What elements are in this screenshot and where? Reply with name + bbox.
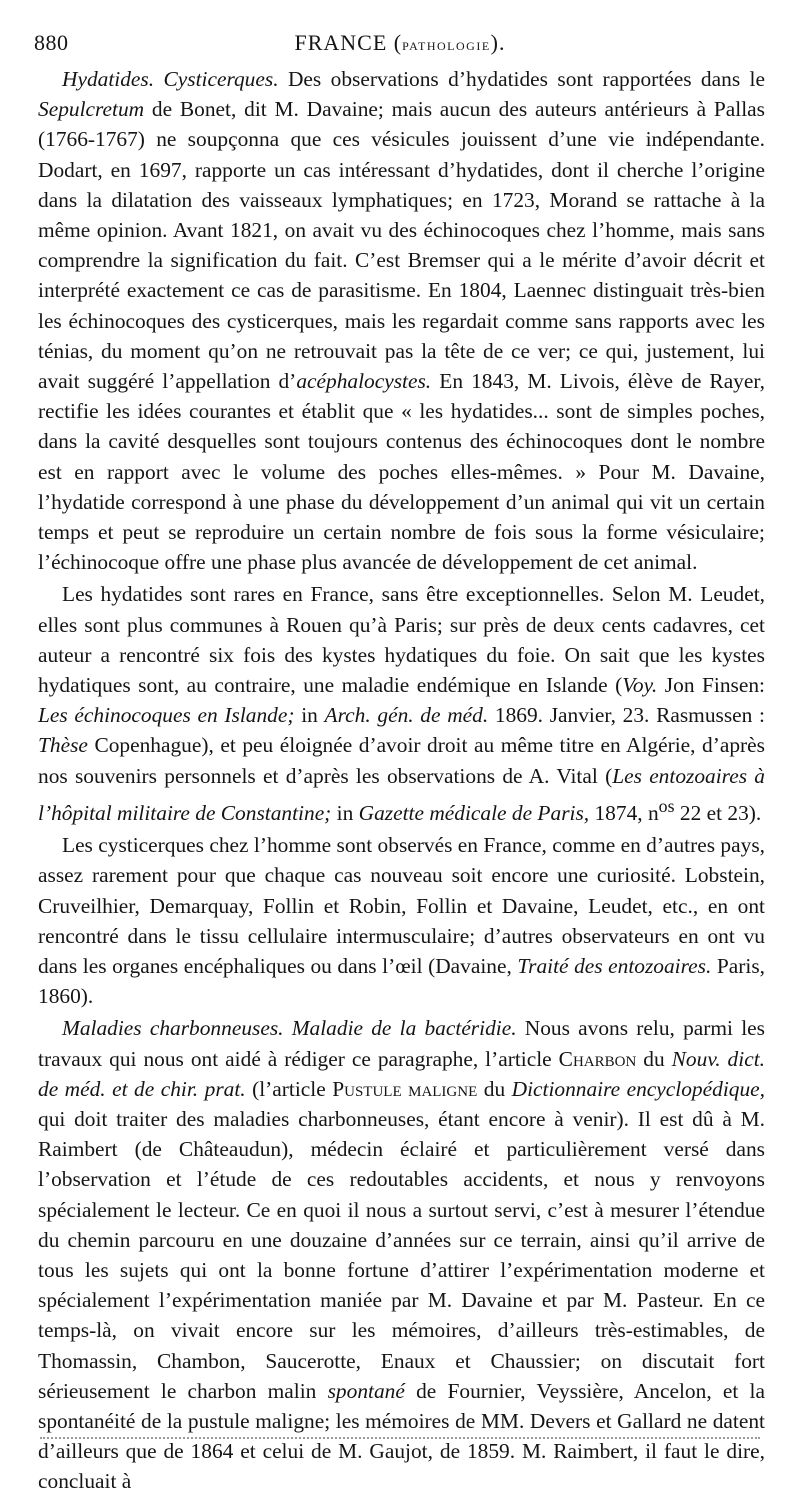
small-caps-term: Pustule maligne — [332, 1076, 478, 1101]
paragraph-text: de Bonet, dit M. Davaine; mais aucun des auteurs antérieurs à Pallas (1766-1767) ne soupçonna que ces vésicules jouissent d’une vie indépendante. Dodart, en 1697, rapporte un cas intéressant d’hydatides, dont il cherche l’origine dans la dilatation des vaisseaux lymphatiques; en 1723, Morand se rattache à la même opinion. Avant 1821, on avait vu des échinocoques chez l’homme, mais sans comprendre la signification du fait. C’est Bremser qui a le mérite d’avoir décrit et interprété exactement ce cas de parasitisme. En 1804, Laennec distinguait très-bien les échinocoques des cysticerques, mais les regardait comme sans rapports avec les ténias, du moment qu’on ne retrouvait pas la tête de ce ver; ce qui, justement, lui avait suggéré l’appellation d’ — [38, 97, 765, 394]
paragraph-text: Paris, 1860). — [38, 954, 766, 1009]
footer-rule — [40, 1437, 760, 1439]
paragraph-text: Les cysticerques chez l’homme sont observés en France, comme en d’autres pays, assez rarement pour que chaque cas nouveau soit encore une curiosité. Lobstein, Cruveilhier, Demarquay, Follin et Robin, Follin et Davaine, Leudet, etc., en ont rencontré dans le tissu cellulaire intermusculaire; d’autres observateurs en ont vu dans les organes encéphaliques ou dans l’œil (Davaine, — [38, 833, 765, 979]
small-caps-term: Charbon — [558, 1046, 637, 1071]
italic-title: Sepulcretum — [38, 97, 145, 122]
page-header — [34, 30, 766, 60]
paragraph-text: Jon Finsen: — [657, 673, 766, 698]
italic-title: Traité des entozoaires. — [517, 954, 712, 979]
paragraph-text: in — [331, 801, 359, 825]
italic-title: Gazette médicale de Paris, — [358, 801, 590, 825]
paragraph-text: Nous avons relu, parmi les travaux qui nous ont aidé à rédiger ce paragraphe, l’article — [38, 1016, 765, 1071]
paragraph-text: du — [636, 1046, 672, 1071]
italic-title: Les échinocoques en Islande; — [38, 703, 302, 728]
italic-term: Thèse — [38, 733, 88, 758]
paragraph-text: 22 et 23). — [674, 801, 762, 825]
paragraph-text: Les hydatides sont rares en France, sans être exceptionnelles. Selon M. Leudet, elles sont plus communes à Rouen qu’à Paris; sur près de deux cents cadavres, cet auteur a rencontré six fois des kystes hydatiques du foie. On sait que les kystes hydatiques sont, au contraire, une maladie endémique en Islande ( — [38, 582, 765, 698]
body-text — [38, 64, 765, 1497]
italic-title: Nouv. dict. de méd. et de chir. prat. — [38, 1046, 765, 1101]
paragraph-text: (l’article — [245, 1076, 333, 1101]
italic-term: acéphalocystes. — [296, 369, 432, 394]
paragraph-text: qui doit traiter des maladies charbonneuses, étant encore à venir). Il est dû à M. Raimbert (de Châteaudun), médecin éclairé et particulièrement versé dans l’observation et l’étude de ces redoutables accidents, et nous y renvoyons spécialement le lecteur. Ce en quoi il nous a surtout servi, c’est à mesurer l’étendue du chemin parcouru en une douzaine d’années sur ce terrain, ainsi qu’il arrive de tous les sujets qui ont la bonne fortune d’attirer l’expérimentation moderne et spécialement l’expérimentation maniée par M. Davaine et par M. Pasteur. En ce temps-là, on vivait encore sur les mémoires, d’ailleurs très-estimables, de Thomassin, Chambon, Saucerotte, Enaux et Chaussier; on discutait fort sérieusement le charbon malin — [38, 1107, 765, 1403]
running-head — [34, 30, 766, 56]
paragraph-maladies-charbonneuses — [38, 1013, 765, 1496]
paragraph-text: in — [301, 703, 325, 728]
italic-term: spontané — [327, 1378, 405, 1403]
superscript: os — [658, 795, 675, 816]
section-heading-hydatides: Hydatides. Cysticerques. — [62, 67, 279, 91]
italic-title: Dictionnaire encyclopédique, — [511, 1076, 765, 1101]
paragraph-text: Des observations d’hydatides sont rapportées dans le — [278, 67, 765, 91]
paragraph-hydatides — [38, 64, 765, 577]
italic-title: Arch. gén. de méd. — [324, 703, 489, 728]
italic-title: Les entozoaires à l’hôpital militaire de Constantine; — [38, 763, 765, 825]
running-head-close: ). — [490, 30, 506, 55]
italic-term: Voy. — [622, 673, 658, 698]
running-head-title: FRANCE ( — [294, 30, 403, 55]
paragraph-text: 1874, n — [589, 801, 659, 825]
paragraph-cysticerques — [38, 830, 765, 1011]
paragraph-text: Copenhague), et peu éloignée d’avoir droit au même titre en Algérie, d’après nos souvenirs personnels et d’après les observations de A. Vital ( — [38, 733, 765, 788]
page-number: 880 — [34, 30, 69, 55]
paragraph-text: 1869. Janvier, 23. Rasmussen : — [488, 703, 765, 728]
paragraph-text: En 1843, M. Livois, élève de Rayer, rectifie les idées courantes et établit que « les hydatides... sont de simples poches, dans la cavité desquelles sont toujours contenus des échinocoques dont le nombre est en rapport avec le volume des poches elles-mêmes. » Pour M. Davaine, l’hydatide correspond à une phase du développement d’un animal qui vit un certain temps et peut se reproduire un certain nombre de fois sous la forme vésiculaire; l’échinocoque offre une phase plus avancée de développement de cet animal. — [38, 369, 765, 575]
paragraph-text: du — [477, 1076, 512, 1101]
section-heading-charbon: Maladies charbonneuses. Maladie de la bactéridie. — [62, 1016, 517, 1041]
paragraph-hydatides-france — [38, 579, 765, 828]
paragraph-text: de Fournier, Veyssière, Ancelon, et la spontanéité de la pustule maligne; les mémoires de MM. Devers et Gallard ne datent d’ailleurs que de 1864 et celui de M. Gaujot, de 1859. M. Raimbert, il faut le dire, concluait à — [38, 1378, 765, 1494]
running-head-subtitle: pathologie — [402, 35, 491, 54]
